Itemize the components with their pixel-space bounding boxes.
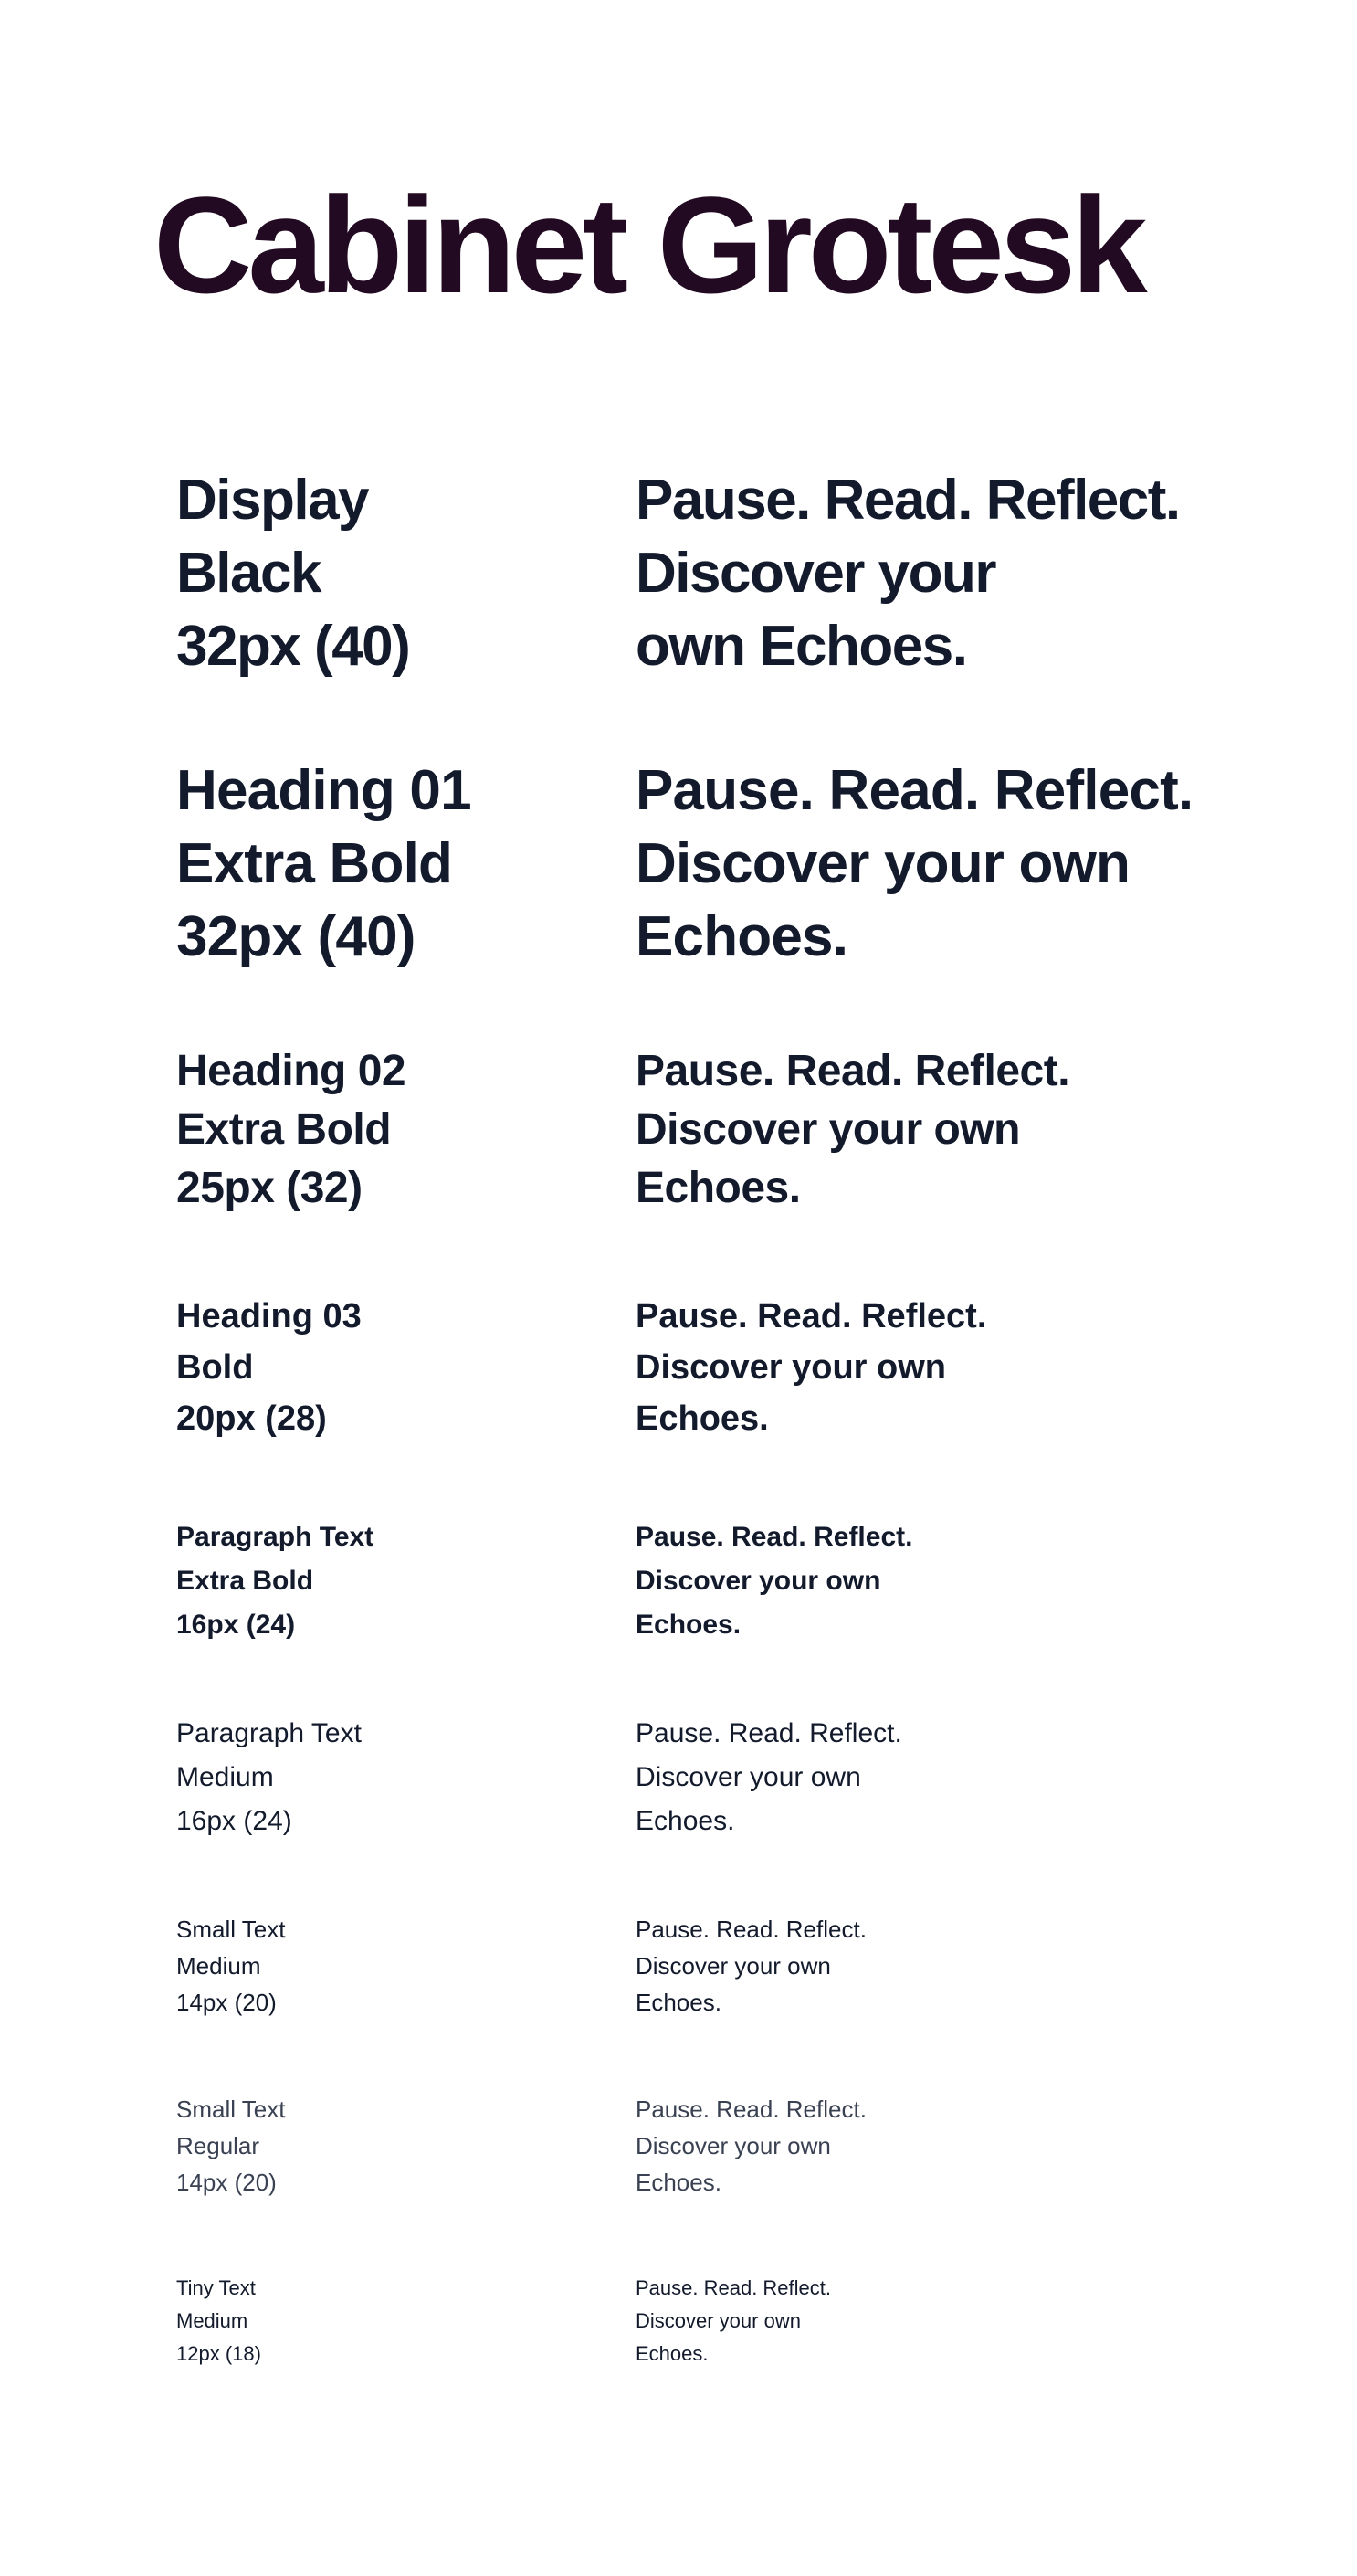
sample-line-1: Pause. Read. Reflect.: [636, 1718, 902, 1748]
sample-line-3: own Echoes.: [636, 615, 967, 678]
sample-line-2: Discover your own: [636, 1105, 1020, 1154]
style-sample: [636, 1911, 867, 2021]
style-size: 16px (24): [176, 1610, 296, 1640]
sample-line-1: Pause. Read. Reflect.: [636, 1522, 913, 1552]
sample-line-1: Pause. Read. Reflect.: [636, 1047, 1070, 1095]
sample-line-1: Pause. Read. Reflect.: [636, 2276, 832, 2299]
style-sample: [636, 1515, 912, 1647]
style-weight: Extra Bold: [176, 832, 453, 895]
sample-line-2: Discover your own: [636, 1762, 861, 1792]
style-spec: [176, 1911, 285, 2021]
style-name: Heading 03: [176, 1297, 362, 1336]
style-size: 20px (28): [176, 1399, 327, 1438]
sample-line-2: Discover your own: [636, 2132, 831, 2159]
style-sample: [636, 1291, 986, 1444]
sample-line-2: Discover your own: [636, 1566, 881, 1596]
style-weight: Extra Bold: [176, 1105, 392, 1154]
style-size: 14px (20): [176, 2169, 277, 2196]
sample-line-2: Discover your own: [636, 832, 1131, 895]
style-spec: [176, 2091, 285, 2201]
style-size: 32px (40): [176, 615, 410, 678]
sample-line-2: Discover your: [636, 542, 996, 605]
style-weight: Medium: [176, 1952, 261, 1980]
sample-line-3: Echoes.: [636, 1989, 721, 2016]
sample-line-1: Pause. Read. Reflect.: [636, 1297, 987, 1336]
sample-line-3: Echoes.: [636, 1806, 735, 1836]
sample-line-1: Pause. Read. Reflect.: [636, 2096, 867, 2123]
sample-line-3: Echoes.: [636, 905, 848, 968]
sample-line-2: Discover your own: [636, 2309, 801, 2332]
style-weight: Medium: [176, 1762, 274, 1792]
style-spec: [176, 755, 471, 974]
style-spec: [176, 1042, 405, 1218]
sample-line-1: Pause. Read. Reflect.: [636, 469, 1180, 532]
sample-line-1: Pause. Read. Reflect.: [636, 1916, 867, 1943]
sample-line-3: Echoes.: [636, 1399, 769, 1438]
style-name: Small Text: [176, 2096, 286, 2123]
sample-line-3: Echoes.: [636, 1164, 801, 1212]
page-title: Cabinet Grotesk: [153, 168, 1143, 322]
style-spec: [176, 1712, 362, 1843]
style-weight: Bold: [176, 1348, 254, 1387]
style-name: Heading 02: [176, 1047, 406, 1095]
style-weight: Black: [176, 542, 321, 605]
style-size: 32px (40): [176, 905, 416, 968]
style-size: 25px (32): [176, 1164, 363, 1212]
style-name: Paragraph Text: [176, 1718, 362, 1748]
sample-line-1: Pause. Read. Reflect.: [636, 759, 1194, 822]
style-spec: [176, 1291, 362, 1444]
style-name: Paragraph Text: [176, 1522, 374, 1552]
style-spec: [176, 1515, 373, 1647]
style-spec: [176, 2272, 261, 2370]
style-spec: [176, 464, 409, 683]
style-sample: [636, 464, 1180, 683]
style-name: Display: [176, 469, 369, 532]
style-weight: Regular: [176, 2132, 260, 2159]
style-sample: [636, 755, 1193, 974]
style-weight: Medium: [176, 2309, 248, 2332]
style-size: 14px (20): [176, 1989, 277, 2016]
style-size: 12px (18): [176, 2342, 261, 2365]
style-size: 16px (24): [176, 1806, 292, 1836]
sample-line-2: Discover your own: [636, 1348, 946, 1387]
style-name: Heading 01: [176, 759, 471, 822]
sample-line-2: Discover your own: [636, 1952, 831, 1980]
style-sample: [636, 2091, 867, 2201]
sample-line-3: Echoes.: [636, 1610, 742, 1640]
sample-line-3: Echoes.: [636, 2169, 721, 2196]
style-sample: [636, 1042, 1069, 1218]
style-sample: [636, 1712, 902, 1843]
style-sample: [636, 2272, 831, 2370]
style-weight: Extra Bold: [176, 1566, 314, 1596]
style-name: Tiny Text: [176, 2276, 256, 2299]
style-name: Small Text: [176, 1916, 286, 1943]
sample-line-3: Echoes.: [636, 2342, 709, 2365]
